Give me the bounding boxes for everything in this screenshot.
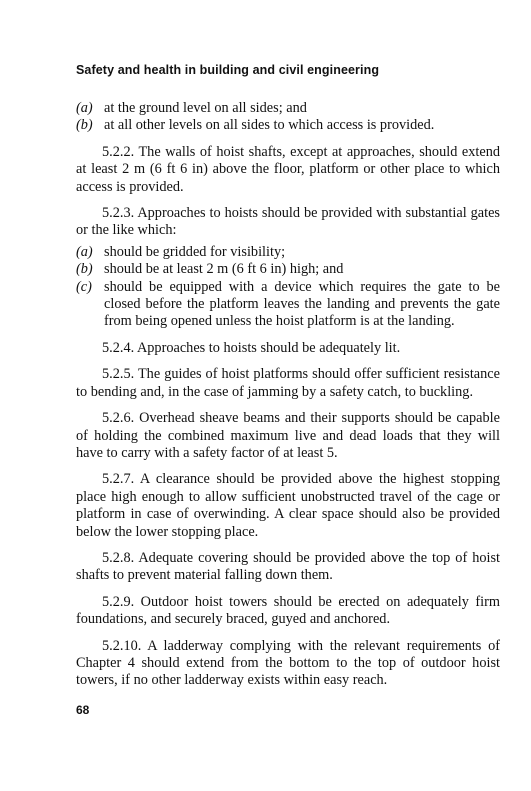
list-item bbox=[76, 117, 500, 134]
gate-list bbox=[76, 244, 500, 331]
list-label: (a) bbox=[76, 243, 93, 260]
paragraph-5-2-6: 5.2.6. Overhead sheave beams and their supports should be capable of holding the combined maximum live and dead loads that they will have to carry with a safety factor of at least 5. bbox=[76, 410, 500, 461]
paragraph-5-2-10: 5.2.10. A ladderway complying with the relevant requirements of Chapter 4 should extend from the bottom to the top of outdoor hoist towers, if no other ladderway exists within easy reach. bbox=[76, 637, 500, 689]
running-header: Safety and health in building and civil engineering bbox=[76, 63, 380, 77]
list-item bbox=[76, 100, 500, 117]
paragraph-5-2-7: 5.2.7. A clearance should be provided above the highest stopping place high enough to allow sufficient unobstructed travel of the cage or platform in case of overwinding. A clear space should also be provided below the lower stopping place. bbox=[76, 471, 500, 540]
list-label: (c) bbox=[76, 278, 92, 295]
list-item bbox=[76, 244, 500, 261]
paragraph-5-2-8: 5.2.8. Adequate covering should be provided above the top of hoist shafts to prevent material falling down them. bbox=[76, 549, 500, 584]
paragraph-5-2-3: 5.2.3. Approaches to hoists should be provided with substantial gates or the like which: bbox=[76, 205, 500, 239]
access-list bbox=[76, 100, 500, 135]
list-text: at all other levels on all sides to which access is provided. bbox=[104, 117, 435, 134]
list-label: (a) bbox=[76, 100, 93, 116]
paragraph-5-2-9: 5.2.9. Outdoor hoist towers should be erected on adequately firm foundations, and securely braced, guyed and anchored. bbox=[76, 593, 500, 628]
list-label: (b) bbox=[76, 117, 93, 134]
list-text: at the ground level on all sides; and bbox=[104, 100, 307, 116]
body-text bbox=[76, 100, 500, 699]
list-text: should be gridded for visibility; bbox=[104, 243, 286, 260]
list-text: should be equipped with a device which requires the gate to be closed before the platform leaves the landing and prevents the gate from being opened unless the hoist platform is at the landing. bbox=[104, 278, 500, 330]
list-label: (b) bbox=[76, 261, 93, 278]
page-number: 68 bbox=[76, 703, 90, 717]
list-item bbox=[76, 261, 500, 278]
paragraph-5-2-2: 5.2.2. The walls of hoist shafts, except at approaches, should extend at least 2 m (6 ft 6 in) above the floor, platform or other place to which access is provided. bbox=[76, 143, 500, 195]
list-text: should be at least 2 m (6 ft 6 in) high; and bbox=[104, 261, 344, 278]
paragraph-5-2-4: 5.2.4. Approaches to hoists should be adequately lit. bbox=[102, 339, 401, 356]
list-item bbox=[76, 279, 500, 331]
paragraph-5-2-5: 5.2.5. The guides of hoist platforms should offer sufficient resistance to bending and, in the case of jamming by a safety catch, to buckling. bbox=[76, 366, 500, 400]
